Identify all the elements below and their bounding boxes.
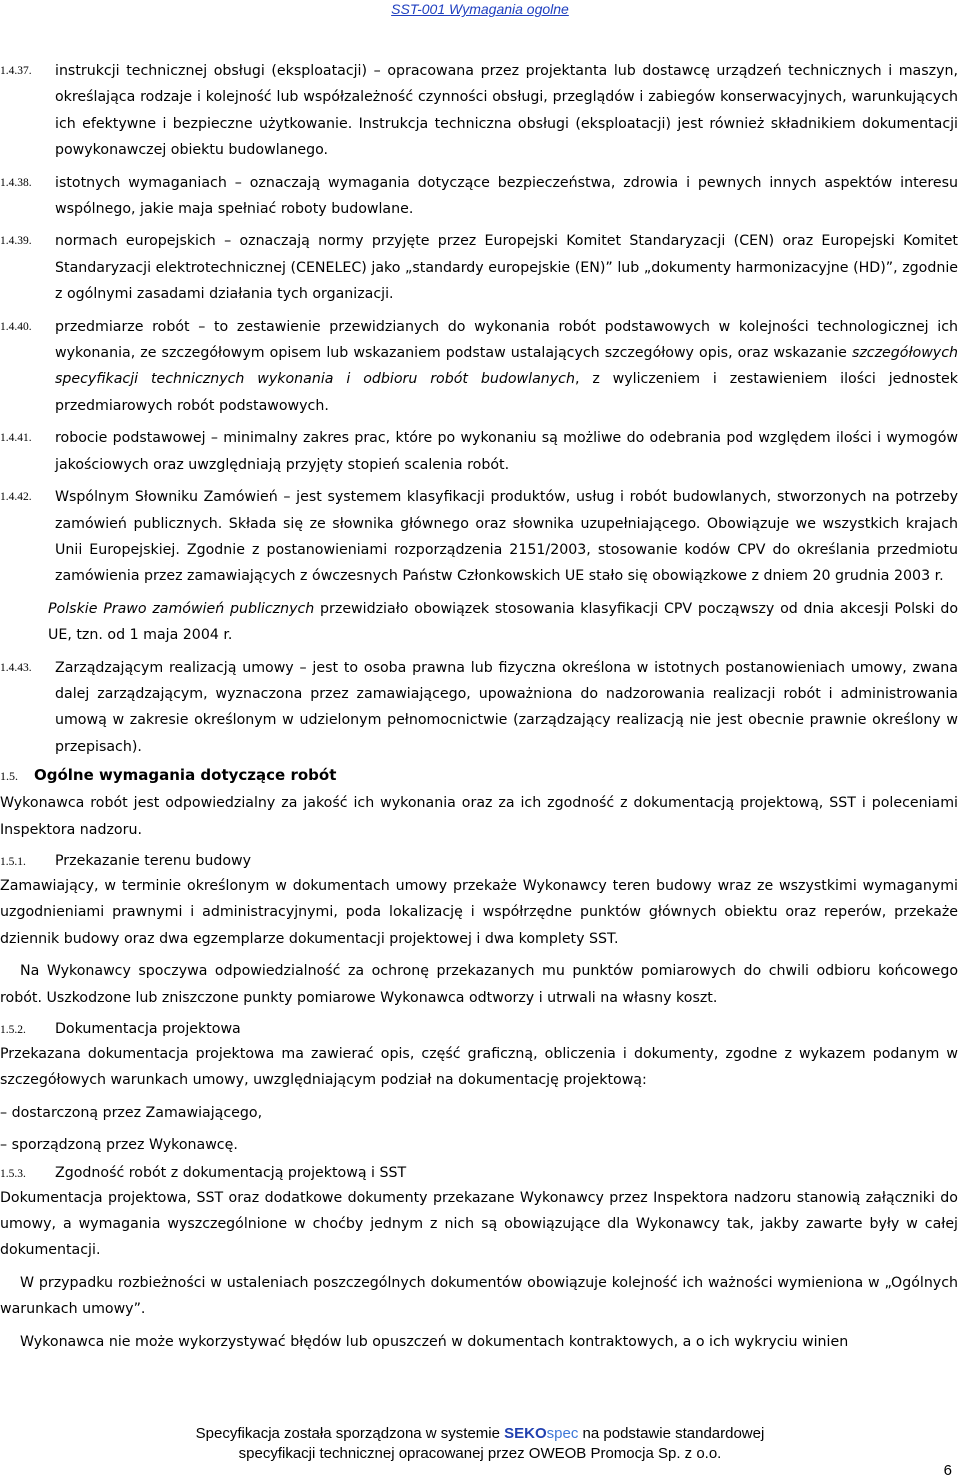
cpv-note	[0, 596, 958, 649]
section-heading-1-5-3	[0, 1165, 958, 1181]
section-title: Zgodność robót z dokumentacją projektową i SST	[55, 1164, 407, 1181]
definition-1-4-42	[0, 484, 958, 590]
list-item: – dostarczoną przez Zamawiającego,	[0, 1104, 263, 1121]
section-paragraph: Na Wykonawcy spoczywa odpowiedzialność za ochronę przekazanych mu punktów pomiarowych do chwili odbioru końcowego robót. Uszkodzone lub zniszczone punkty pomiarowe Wykonawca odtworzy i utrwali na własny koszt.	[0, 963, 958, 1006]
section-paragraph: Wykonawca robót jest odpowiedzialny za jakość ich wykonania oraz za ich zgodność z dokumentacją projektową, SST i poleceniami Inspektora nadzoru.	[0, 795, 958, 838]
definition-text: Zarządzającym realizacją umowy – jest to osoba prawna lub fizyczna określona w istotnych postanowieniach umowy, zwana dalej zarządzającym, wyznaczona przez zamawiającego, upoważniona do nadzorowania realizacji robót i administrowania umową w zakresie określonym w udzielonym pełnomocnictwie (zarządzający realizacją nie jest obecnie prawnie określony w przepisach).	[55, 659, 958, 755]
cpv-note-italic: Polskie Prawo zamówień publicznych	[48, 600, 315, 617]
definition-1-4-38	[0, 170, 958, 223]
document-header: SST-001 Wymagania ogolne	[391, 1, 569, 17]
document-footer	[0, 1424, 960, 1464]
definition-number: 1.4.40.	[0, 320, 32, 333]
section-number: 1.5.1.	[0, 855, 26, 868]
cpv-note-text: przewidziało obowiązek stosowania klasyfikacji CPV począwszy od dnia akcesji Polski do UE, tzn. od 1 maja 2004 r.	[48, 600, 959, 644]
section-title: Ogólne wymagania dotyczące robót	[34, 766, 337, 785]
section-paragraph: Wykonawca nie może wykorzystywać błędów lub opuszczeń w dokumentach kontraktowych, a o ich wykryciu winien	[20, 1333, 849, 1350]
section-heading-1-5-2	[0, 1021, 958, 1037]
definition-number: 1.4.39.	[0, 235, 32, 248]
footer-text: Specyfikacja została sporządzona w systemie	[195, 1425, 505, 1442]
definition-number: 1.4.38.	[0, 176, 32, 189]
section-paragraph: Dokumentacja projektowa, SST oraz dodatkowe dokumenty przekazane Wykonawcy przez Inspektora nadzoru stanowią załączniki do umowy, a wymagania wyszczególnione w choćby jednym z nich są obowiązujące dla Wykonawcy tak, jakby zawarte były w całej dokumentacji.	[0, 1189, 958, 1259]
definition-text: Wspólnym Słowniku Zamówień – jest systemem klasyfikacji produktów, usług i robót budowlanych, stworzonych na potrzeby zamówień publicznych. Składa się ze słownika głównego oraz słownika uzupełniającego. Obowiązuje we wszystkich krajach Unii Europejskiej. Zgodnie z postanowieniami rozporządzenia 2151/2003, stosowanie kodów CPV do określania przedmiotu zamówienia przez zamawiających z ówczesnych Państw Członkowskich UE stało się obowiązkowe z dniem 20 grudnia 2003 r.	[55, 489, 958, 585]
definition-1-4-39	[0, 228, 958, 307]
page-content	[0, 58, 958, 1355]
footer-text: na podstawie standardowej	[578, 1425, 765, 1442]
footer-line-1	[0, 1424, 960, 1444]
section-heading-1-5-1	[0, 853, 958, 869]
definition-text-italic: szczegółowych specyfikacji technicznych wykonania i odbioru robót budowlanych	[55, 345, 958, 388]
definition-number: 1.4.41.	[0, 432, 32, 445]
section-number: 1.5.2.	[0, 1024, 26, 1036]
definition-1-4-41	[0, 425, 958, 478]
page-number: 6	[943, 1462, 952, 1479]
definition-1-4-40	[0, 314, 958, 420]
list-item: – sporządzoną przez Wykonawcę.	[0, 1137, 238, 1154]
definition-text	[55, 314, 958, 420]
brand-logo-part: spec	[546, 1425, 579, 1442]
section-paragraph: Zamawiający, w terminie określonym w dokumentach umowy przekaże Wykonawcy teren budowy wraz ze wszystkimi wymaganymi uzgodnieniami prawnymi i administracyjnymi, poda lokalizację i współrzędne punktów głównych obiektu oraz reperów, przekaże dziennik budowy oraz dwa egzemplarze dokumentacji projektowej i dwa komplety SST.	[0, 877, 958, 947]
definition-text: instrukcji technicznej obsługi (eksploatacji) – opracowana przez projektanta lub dostawcę urządzeń technicznych i maszyn, określająca rodzaje i kolejność lub współzależność czynności obsługi, przeglądów i zabiegów konserwacyjnych, warunkujących ich efektywne i bezpieczne użytkowanie. Instrukcja techniczna obsługi (eksploatacji) jest również składnikiem dokumentacji powykonawczej obiektu budowlanego.	[55, 63, 958, 159]
definition-text: normach europejskich – oznaczają normy przyjęte przez Europejski Komitet Standaryzacji (CEN) oraz Europejski Komitet Standaryzacji elektrotechnicznej (CENELEC) jako „standardy europejskie (EN)” lub „dokumenty harmonizacyjne (HD)”, zgodnie z ogólnymi zasadami działania tych organizacji.	[55, 233, 958, 303]
section-heading-1-5	[0, 766, 958, 784]
definition-1-4-43	[0, 655, 958, 761]
brand-logo-part: SEKO	[504, 1425, 547, 1442]
definition-text: robocie podstawowej – minimalny zakres prac, które po wykonaniu są możliwe do odebrania pod względem ilości i wymogów jakościowych oraz uwzględniają przyjęty stopień scalenia robót.	[55, 430, 958, 473]
definition-1-4-37	[0, 58, 958, 164]
section-number: 1.5.	[0, 769, 18, 784]
section-title: Dokumentacja projektowa	[55, 1021, 241, 1037]
section-title: Przekazanie terenu budowy	[55, 852, 252, 869]
definition-number: 1.4.43.	[0, 661, 32, 674]
definition-text-part: przedmiarze robót – to zestawienie przewidzianych do wykonania robót podstawowych w kolejności technologicznej ich wykonania, ze szczegółowym opisem lub wskazaniem podstaw ustalających szczegółowy opis, oraz wskazanie	[55, 318, 958, 362]
section-number: 1.5.3.	[0, 1167, 26, 1180]
definition-number: 1.4.37.	[0, 65, 32, 77]
definition-text-part: , z wyliczeniem i zestawieniem ilości jednostek przedmiarowych robót podstawowych.	[55, 371, 958, 414]
definition-number: 1.4.42.	[0, 491, 32, 504]
footer-line-2: specyfikacji technicznej opracowanej przez OWEOB Promocja Sp. z o.o.	[238, 1445, 722, 1462]
section-paragraph: W przypadku rozbieżności w ustaleniach poszczególnych dokumentów obowiązuje kolejność ich ważności wymieniona w „Ogólnych warunkach umowy”.	[0, 1274, 958, 1318]
section-paragraph: Przekazana dokumentacja projektowa ma zawierać opis, część graficzną, obliczenia i dokumenty, zgodne z wykazem podanym w szczegółowych warunkach umowy, uwzględniającym podział na dokumentację projektową:	[0, 1046, 958, 1089]
definition-text: istotnych wymaganiach – oznaczają wymagania dotyczące bezpieczeństwa, zdrowia i pewnych innych aspektów interesu wspólnego, jakie maja spełniać roboty budowlane.	[55, 174, 958, 218]
